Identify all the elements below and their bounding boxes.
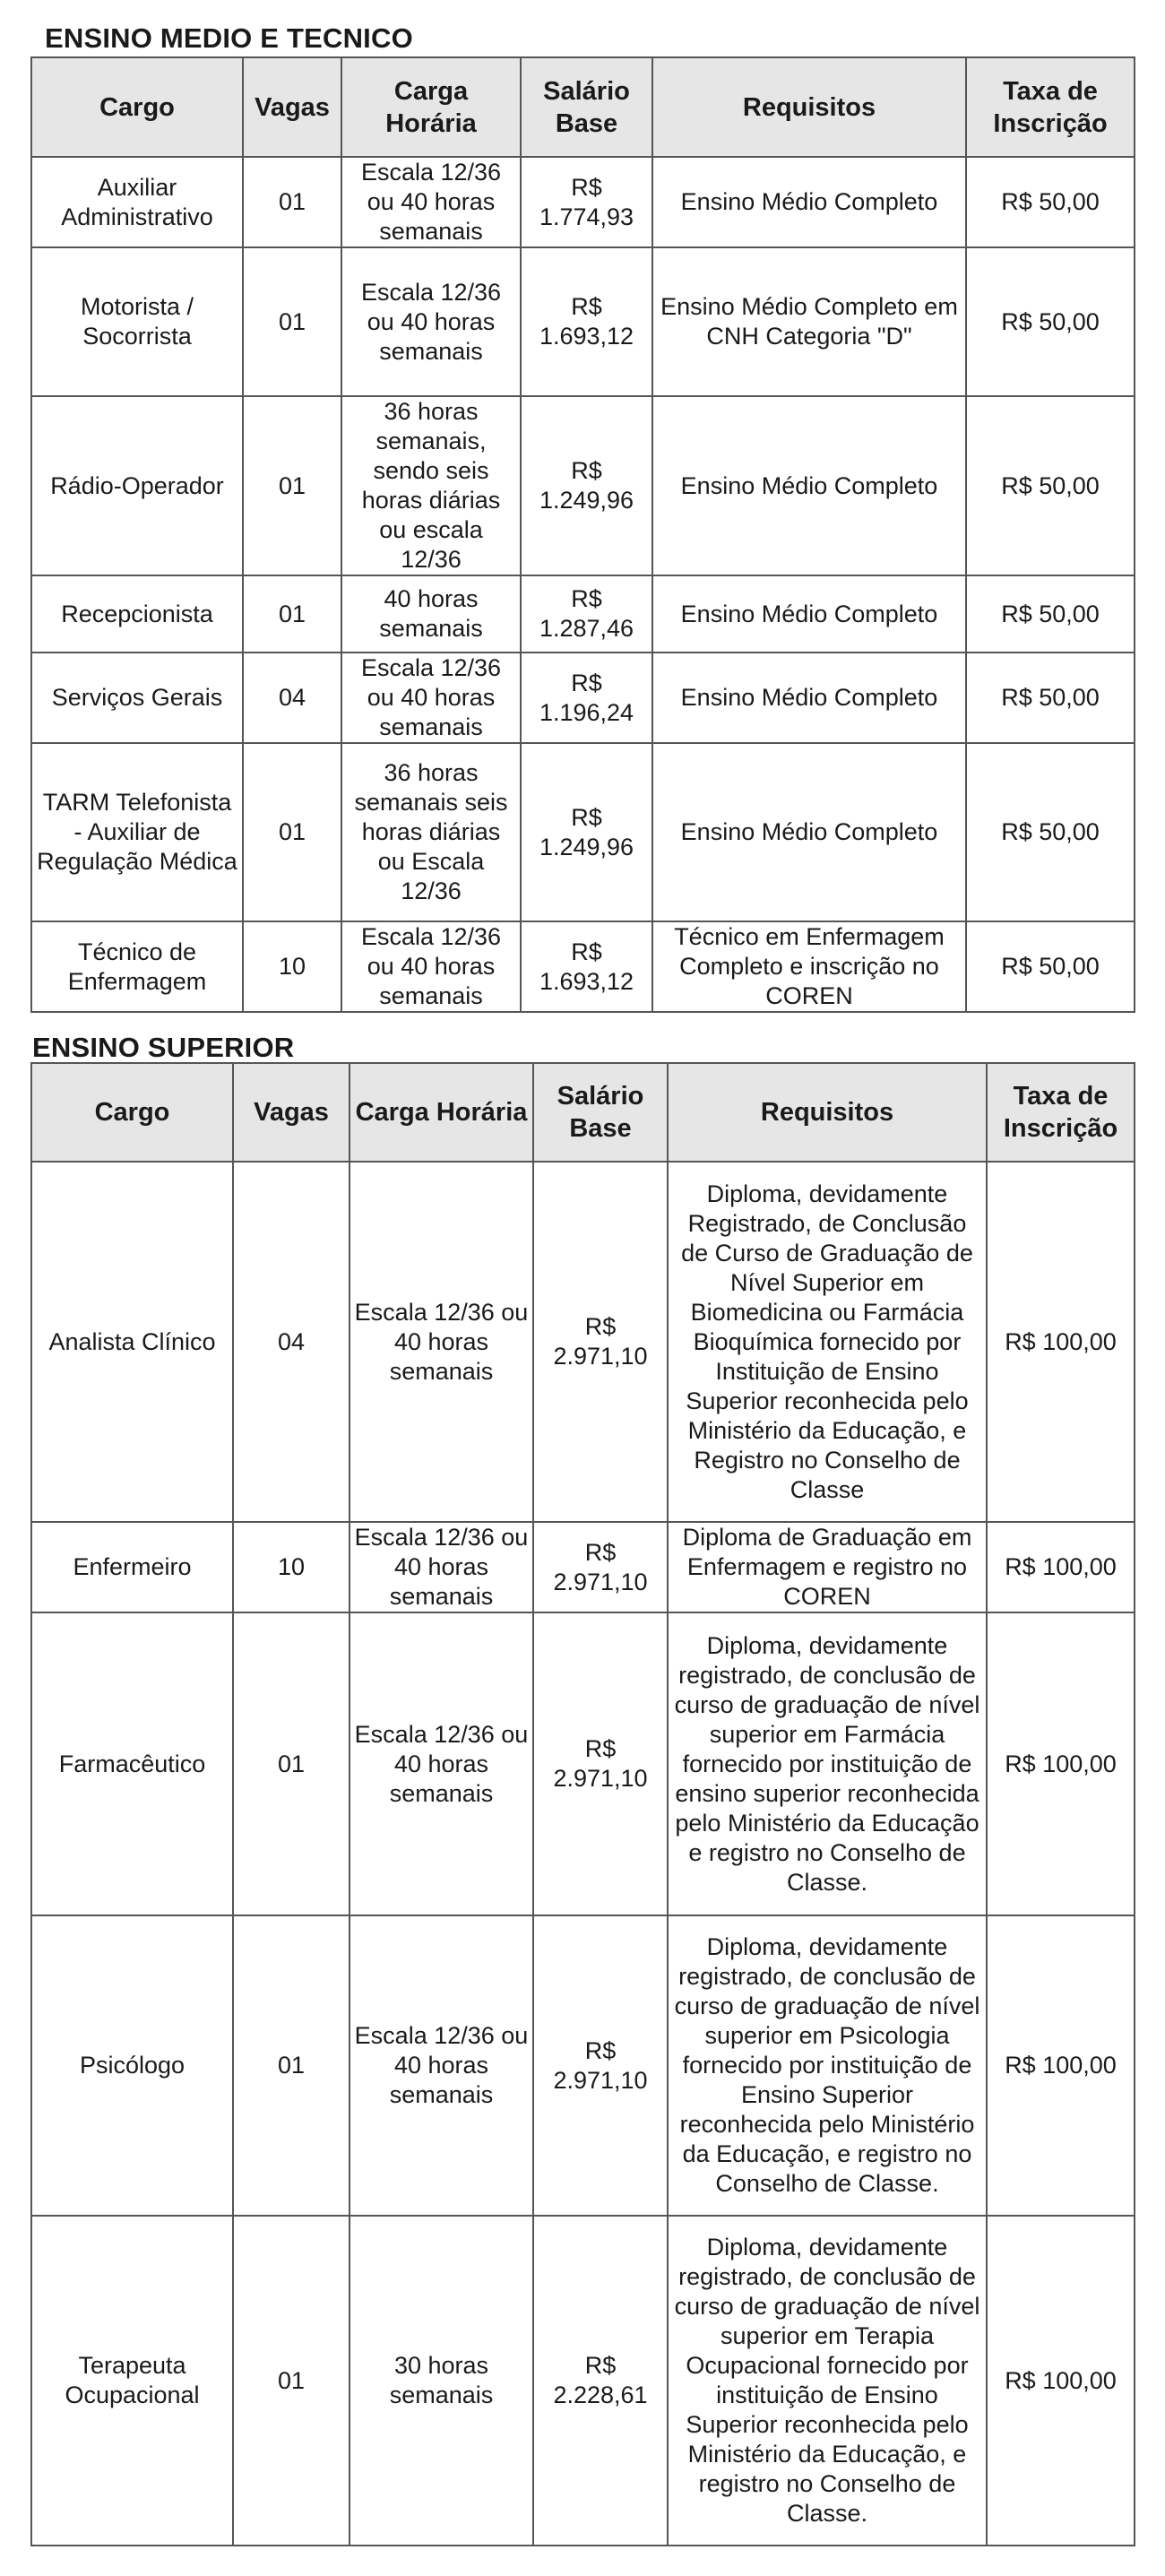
cell-carga: Escala 12/36 ou 40 horas semanais bbox=[350, 1162, 533, 1522]
cell-cargo: Farmacêutico bbox=[31, 1612, 233, 1915]
header-taxa-inscricao: Taxa de Inscrição bbox=[966, 57, 1135, 157]
cell-cargo: TARM Telefonista - Auxiliar de Regulação Médica bbox=[31, 743, 243, 921]
cell-requisitos: Diploma, devidamente registrado, de conclusão de curso de graduação de nível superior em Farmácia fornecido por instituição de ensino superior reconhecida pelo Ministério da Educação e registro no Conselho de Classe. bbox=[668, 1612, 987, 1915]
table-ensino-superior bbox=[30, 1062, 1135, 2546]
cell-vagas: 01 bbox=[243, 247, 341, 396]
cell-vagas: 01 bbox=[233, 2216, 350, 2546]
cell-requisitos: Diploma de Graduação em Enfermagem e registro no COREN bbox=[668, 1522, 987, 1612]
header-salario-base: Salário Base bbox=[533, 1063, 668, 1162]
cell-cargo: Motorista / Socorrista bbox=[31, 247, 243, 396]
header-vagas: Vagas bbox=[243, 57, 341, 157]
cell-carga: Escala 12/36 ou 40 horas semanais bbox=[350, 1612, 533, 1915]
cell-taxa: R$ 100,00 bbox=[987, 1522, 1135, 1612]
table-row bbox=[31, 1915, 1135, 2216]
cell-requisitos: Ensino Médio Completo bbox=[652, 743, 966, 921]
table-row bbox=[31, 575, 1135, 653]
cell-salario: R$ 1.693,12 bbox=[521, 247, 652, 396]
cell-taxa: R$ 50,00 bbox=[966, 157, 1135, 247]
cell-carga: 36 horas semanais seis horas diárias ou Escala 12/36 bbox=[341, 743, 521, 921]
cell-taxa: R$ 50,00 bbox=[966, 921, 1135, 1012]
cell-cargo: Enfermeiro bbox=[31, 1522, 233, 1612]
cell-requisitos: Diploma, devidamente registrado, de conclusão de curso de graduação de nível superior em Psicologia fornecido por instituição de Ensino Superior reconhecida pelo Ministério da Educação, e registro no Conselho de Classe. bbox=[668, 1915, 987, 2216]
cell-requisitos: Ensino Médio Completo bbox=[652, 653, 966, 743]
table-row bbox=[31, 1612, 1135, 1915]
table-row bbox=[31, 921, 1135, 1012]
cell-vagas: 04 bbox=[233, 1162, 350, 1522]
cell-vagas: 01 bbox=[243, 157, 341, 247]
cell-requisitos: Ensino Médio Completo em CNH Categoria "D" bbox=[652, 247, 966, 396]
table-header-row bbox=[31, 1063, 1135, 1162]
cell-vagas: 10 bbox=[233, 1522, 350, 1612]
cell-cargo: Psicólogo bbox=[31, 1915, 233, 2216]
table-row bbox=[31, 2216, 1135, 2546]
cell-carga: 40 horas semanais bbox=[341, 575, 521, 653]
cell-vagas: 04 bbox=[243, 653, 341, 743]
cell-taxa: R$ 100,00 bbox=[987, 1162, 1135, 1522]
cell-salario: R$ 2.971,10 bbox=[533, 1162, 668, 1522]
cell-carga: Escala 12/36 ou 40 horas semanais bbox=[341, 921, 521, 1012]
cell-cargo: Analista Clínico bbox=[31, 1162, 233, 1522]
cell-salario: R$ 2.971,10 bbox=[533, 1915, 668, 2216]
section-title-ensino-medio: ENSINO MEDIO E TECNICO bbox=[45, 22, 413, 54]
cell-salario: R$ 1.774,93 bbox=[521, 157, 652, 247]
header-taxa-inscricao: Taxa de Inscrição bbox=[987, 1063, 1135, 1162]
cell-taxa: R$ 50,00 bbox=[966, 653, 1135, 743]
cell-cargo: Serviços Gerais bbox=[31, 653, 243, 743]
header-carga-horaria: Carga Horária bbox=[350, 1063, 533, 1162]
cell-salario: R$ 2.971,10 bbox=[533, 1612, 668, 1915]
cell-vagas: 01 bbox=[243, 743, 341, 921]
cell-requisitos: Diploma, devidamente registrado, de conclusão de curso de graduação de nível superior em Terapia Ocupacional fornecido por instituição de Ensino Superior reconhecida pelo Ministério da Educação, e registro no Conselho de Classe. bbox=[668, 2216, 987, 2546]
cell-salario: R$ 1.249,96 bbox=[521, 743, 652, 921]
cell-carga: 30 horas semanais bbox=[350, 2216, 533, 2546]
cell-taxa: R$ 50,00 bbox=[966, 247, 1135, 396]
cell-requisitos: Ensino Médio Completo bbox=[652, 575, 966, 653]
cell-requisitos: Técnico em Enfermagem Completo e inscrição no COREN bbox=[652, 921, 966, 1012]
cell-taxa: R$ 50,00 bbox=[966, 575, 1135, 653]
table-ensino-medio bbox=[30, 56, 1135, 1013]
cell-cargo: Auxiliar Administrativo bbox=[31, 157, 243, 247]
cell-salario: R$ 1.249,96 bbox=[521, 396, 652, 575]
cell-requisitos: Ensino Médio Completo bbox=[652, 157, 966, 247]
header-requisitos: Requisitos bbox=[652, 57, 966, 157]
cell-requisitos: Diploma, devidamente Registrado, de Conclusão de Curso de Graduação de Nível Superior em Biomedicina ou Farmácia Bioquímica fornecido por Instituição de Ensino Superior reconhecida pelo Ministério da Educação, e Registro no Conselho de Classe bbox=[668, 1162, 987, 1522]
cell-carga: Escala 12/36 ou 40 horas semanais bbox=[350, 1915, 533, 2216]
cell-salario: R$ 1.196,24 bbox=[521, 653, 652, 743]
cell-carga: Escala 12/36 ou 40 horas semanais bbox=[341, 247, 521, 396]
cell-taxa: R$ 50,00 bbox=[966, 396, 1135, 575]
table-row bbox=[31, 1162, 1135, 1522]
header-salario-base: Salário Base bbox=[521, 57, 652, 157]
cell-salario: R$ 2.971,10 bbox=[533, 1522, 668, 1612]
cell-cargo: Recepcionista bbox=[31, 575, 243, 653]
cell-taxa: R$ 100,00 bbox=[987, 1612, 1135, 1915]
cell-cargo: Terapeuta Ocupacional bbox=[31, 2216, 233, 2546]
cell-taxa: R$ 100,00 bbox=[987, 1915, 1135, 2216]
header-cargo: Cargo bbox=[31, 57, 243, 157]
cell-vagas: 01 bbox=[233, 1612, 350, 1915]
cell-vagas: 10 bbox=[243, 921, 341, 1012]
table-row bbox=[31, 157, 1135, 247]
header-vagas: Vagas bbox=[233, 1063, 350, 1162]
table-row bbox=[31, 743, 1135, 921]
cell-taxa: R$ 50,00 bbox=[966, 743, 1135, 921]
table-row bbox=[31, 247, 1135, 396]
table-row bbox=[31, 1522, 1135, 1612]
cell-vagas: 01 bbox=[233, 1915, 350, 2216]
cell-salario: R$ 2.228,61 bbox=[533, 2216, 668, 2546]
cell-carga: Escala 12/36 ou 40 horas semanais bbox=[341, 157, 521, 247]
table-row bbox=[31, 653, 1135, 743]
section-title-ensino-superior: ENSINO SUPERIOR bbox=[32, 1032, 295, 1063]
header-cargo: Cargo bbox=[31, 1063, 233, 1162]
cell-vagas: 01 bbox=[243, 575, 341, 653]
cell-salario: R$ 1.693,12 bbox=[521, 921, 652, 1012]
cell-cargo: Rádio-Operador bbox=[31, 396, 243, 575]
header-requisitos: Requisitos bbox=[668, 1063, 987, 1162]
table-row bbox=[31, 396, 1135, 575]
cell-requisitos: Ensino Médio Completo bbox=[652, 396, 966, 575]
table-header-row bbox=[31, 57, 1135, 157]
cell-cargo: Técnico de Enfermagem bbox=[31, 921, 243, 1012]
cell-carga: 36 horas semanais, sendo seis horas diárias ou escala 12/36 bbox=[341, 396, 521, 575]
header-carga-horaria: Carga Horária bbox=[341, 57, 521, 157]
cell-carga: Escala 12/36 ou 40 horas semanais bbox=[341, 653, 521, 743]
cell-vagas: 01 bbox=[243, 396, 341, 575]
cell-taxa: R$ 100,00 bbox=[987, 2216, 1135, 2546]
cell-salario: R$ 1.287,46 bbox=[521, 575, 652, 653]
cell-carga: Escala 12/36 ou 40 horas semanais bbox=[350, 1522, 533, 1612]
